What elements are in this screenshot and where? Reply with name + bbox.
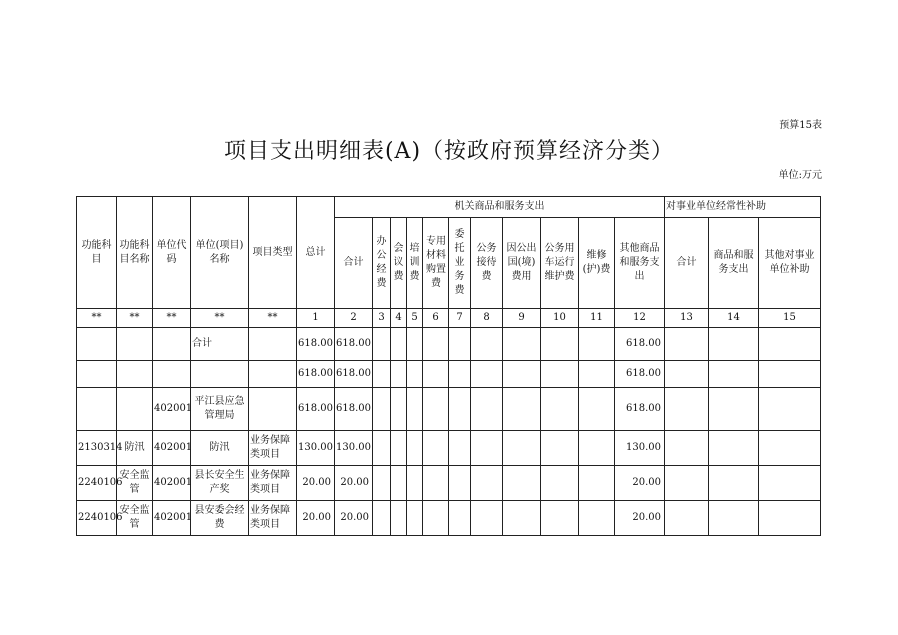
cell-empty [449,501,471,536]
cell-empty [449,431,471,466]
cell-empty [449,388,471,431]
cell-empty [471,466,503,501]
cell-empty [579,501,615,536]
cell-empty [471,501,503,536]
cell-a-total: 130.00 [335,431,373,466]
cell-empty [471,388,503,431]
header-unit-code: 单位代码 [153,197,191,309]
cell-a-total: 20.00 [335,466,373,501]
index-cell: 10 [541,309,579,328]
cell-empty [407,388,423,431]
index-cell: 4 [391,309,407,328]
table-row [77,466,821,501]
cell-total: 20.00 [297,466,335,501]
cell-total: 20.00 [297,501,335,536]
cell-a-total: 618.00 [335,328,373,361]
cell-empty [541,328,579,361]
cell-empty [391,466,407,501]
cell-empty [759,388,821,431]
cell-empty [503,501,541,536]
cell-unit-code: 402001 [153,431,191,466]
index-cell: 12 [615,309,665,328]
cell-empty [709,466,759,501]
form-number: 预算15表 [779,120,822,131]
cell-other-services: 20.00 [615,466,665,501]
cell-func-code [77,361,117,388]
cell-total: 618.00 [297,328,335,361]
cell-empty [449,466,471,501]
index-cell: 14 [709,309,759,328]
table-row [77,431,821,466]
header-b-total: 合计 [665,218,709,309]
cell-empty [759,501,821,536]
cell-empty [709,328,759,361]
header-commissioned-service: 委托业务费 [449,218,471,309]
cell-empty [665,328,709,361]
cell-empty [709,431,759,466]
index-cell: 15 [759,309,821,328]
cell-total: 130.00 [297,431,335,466]
cell-empty [503,328,541,361]
cell-empty [471,328,503,361]
index-cell: 3 [373,309,391,328]
cell-other-services: 130.00 [615,431,665,466]
index-cell: ** [117,309,153,328]
cell-empty [541,466,579,501]
header-vehicle-maintenance: 公务用车运行维护费 [541,218,579,309]
index-cell: 2 [335,309,373,328]
cell-other-services: 618.00 [615,328,665,361]
cell-empty [423,431,449,466]
header-overseas-travel: 因公出国(境)费用 [503,218,541,309]
table-row [77,328,821,361]
cell-func-code: 2240106 [77,466,117,501]
header-other-services: 其他商品和服务支出 [615,218,665,309]
cell-project-type: 业务保障类项目 [249,431,297,466]
cell-unit-code [153,361,191,388]
cell-empty [407,431,423,466]
cell-empty [449,328,471,361]
cell-unit-name: 合计 [191,328,249,361]
cell-empty [759,328,821,361]
index-cell: 8 [471,309,503,328]
header-special-material: 专用材料购置费 [423,218,449,309]
cell-empty [423,361,449,388]
cell-unit-name: 县长安全生产奖 [191,466,249,501]
header-total: 总计 [297,197,335,309]
cell-empty [503,466,541,501]
cell-empty [423,501,449,536]
cell-other-services: 618.00 [615,361,665,388]
header-func-code: 功能科目 [77,197,117,309]
header-unit-name: 单位(项目)名称 [191,197,249,309]
header-b-other-subsidy: 其他对事业单位补助 [759,218,821,309]
cell-empty [579,466,615,501]
index-cell: ** [77,309,117,328]
cell-project-type: 业务保障类项目 [249,501,297,536]
cell-project-type: 业务保障类项目 [249,466,297,501]
cell-empty [579,361,615,388]
cell-empty [541,361,579,388]
cell-empty [709,501,759,536]
cell-empty [709,388,759,431]
cell-empty [541,501,579,536]
cell-unit-code: 402001 [153,501,191,536]
cell-empty [665,431,709,466]
cell-empty [579,328,615,361]
header-project-type: 项目类型 [249,197,297,309]
cell-total: 618.00 [297,388,335,431]
cell-empty [579,431,615,466]
index-cell: ** [249,309,297,328]
cell-empty [373,361,391,388]
cell-empty [423,466,449,501]
cell-unit-name [191,361,249,388]
cell-empty [407,501,423,536]
index-cell: 9 [503,309,541,328]
cell-empty [471,431,503,466]
cell-empty [423,328,449,361]
cell-empty [759,431,821,466]
page-title: 项目支出明细表(A)（按政府预算经济分类） [223,139,675,164]
cell-a-total: 20.00 [335,501,373,536]
index-cell: 6 [423,309,449,328]
cell-func-code [77,388,117,431]
header-group-subsidy: 对事业单位经常性补助 [665,197,821,218]
cell-project-type [249,328,297,361]
cell-empty [391,431,407,466]
header-training-fee: 培训费 [407,218,423,309]
cell-empty [407,328,423,361]
cell-empty [665,388,709,431]
cell-empty [665,361,709,388]
header-reception-fee: 公务接待费 [471,218,503,309]
unit-label: 单位:万元 [778,170,822,181]
cell-unit-name: 平江县应急管理局 [191,388,249,431]
header-meeting-fee: 会议费 [391,218,407,309]
cell-empty [373,501,391,536]
cell-empty [759,466,821,501]
cell-project-type [249,361,297,388]
cell-empty [665,466,709,501]
header-office-expense: 办公经费 [373,218,391,309]
index-cell: 1 [297,309,335,328]
index-cell: ** [153,309,191,328]
cell-empty [423,388,449,431]
cell-empty [391,388,407,431]
cell-empty [449,361,471,388]
header-func-name: 功能科目名称 [117,197,153,309]
cell-empty [391,501,407,536]
header-a-total: 合计 [335,218,373,309]
header-group-commodity-services: 机关商品和服务支出 [335,197,665,218]
cell-unit-code [153,328,191,361]
cell-other-services: 618.00 [615,388,665,431]
cell-func-name [117,388,153,431]
cell-empty [503,361,541,388]
cell-func-code: 2130314 [77,431,117,466]
cell-func-code: 2240106 [77,501,117,536]
header-b-services: 商品和服务支出 [709,218,759,309]
cell-empty [407,361,423,388]
header-repair-fee: 维修(护)费 [579,218,615,309]
cell-func-name [117,361,153,388]
cell-func-name: 防汛 [117,431,153,466]
index-cell: 7 [449,309,471,328]
index-cell: ** [191,309,249,328]
cell-empty [759,361,821,388]
cell-project-type [249,388,297,431]
cell-unit-name: 县安委会经费 [191,501,249,536]
cell-unit-name: 防汛 [191,431,249,466]
cell-unit-code: 402001 [153,388,191,431]
table-row [77,361,821,388]
cell-empty [391,328,407,361]
cell-empty [665,501,709,536]
cell-empty [541,388,579,431]
cell-empty [373,388,391,431]
cell-empty [503,431,541,466]
cell-unit-code: 402001 [153,466,191,501]
cell-a-total: 618.00 [335,361,373,388]
index-cell: 13 [665,309,709,328]
cell-func-name [117,328,153,361]
cell-empty [579,388,615,431]
cell-empty [503,388,541,431]
cell-func-code [77,328,117,361]
cell-empty [407,466,423,501]
table-row [77,388,821,431]
cell-empty [373,431,391,466]
table-row [77,501,821,536]
cell-total: 618.00 [297,361,335,388]
cell-empty [541,431,579,466]
cell-empty [373,466,391,501]
expenditure-table [76,196,821,536]
cell-empty [373,328,391,361]
index-cell: 5 [407,309,423,328]
index-row [77,309,821,328]
cell-empty [709,361,759,388]
cell-other-services: 20.00 [615,501,665,536]
cell-func-name: 安全监管 [117,466,153,501]
cell-a-total: 618.00 [335,388,373,431]
index-cell: 11 [579,309,615,328]
cell-empty [471,361,503,388]
cell-func-name: 安全监管 [117,501,153,536]
cell-empty [391,361,407,388]
